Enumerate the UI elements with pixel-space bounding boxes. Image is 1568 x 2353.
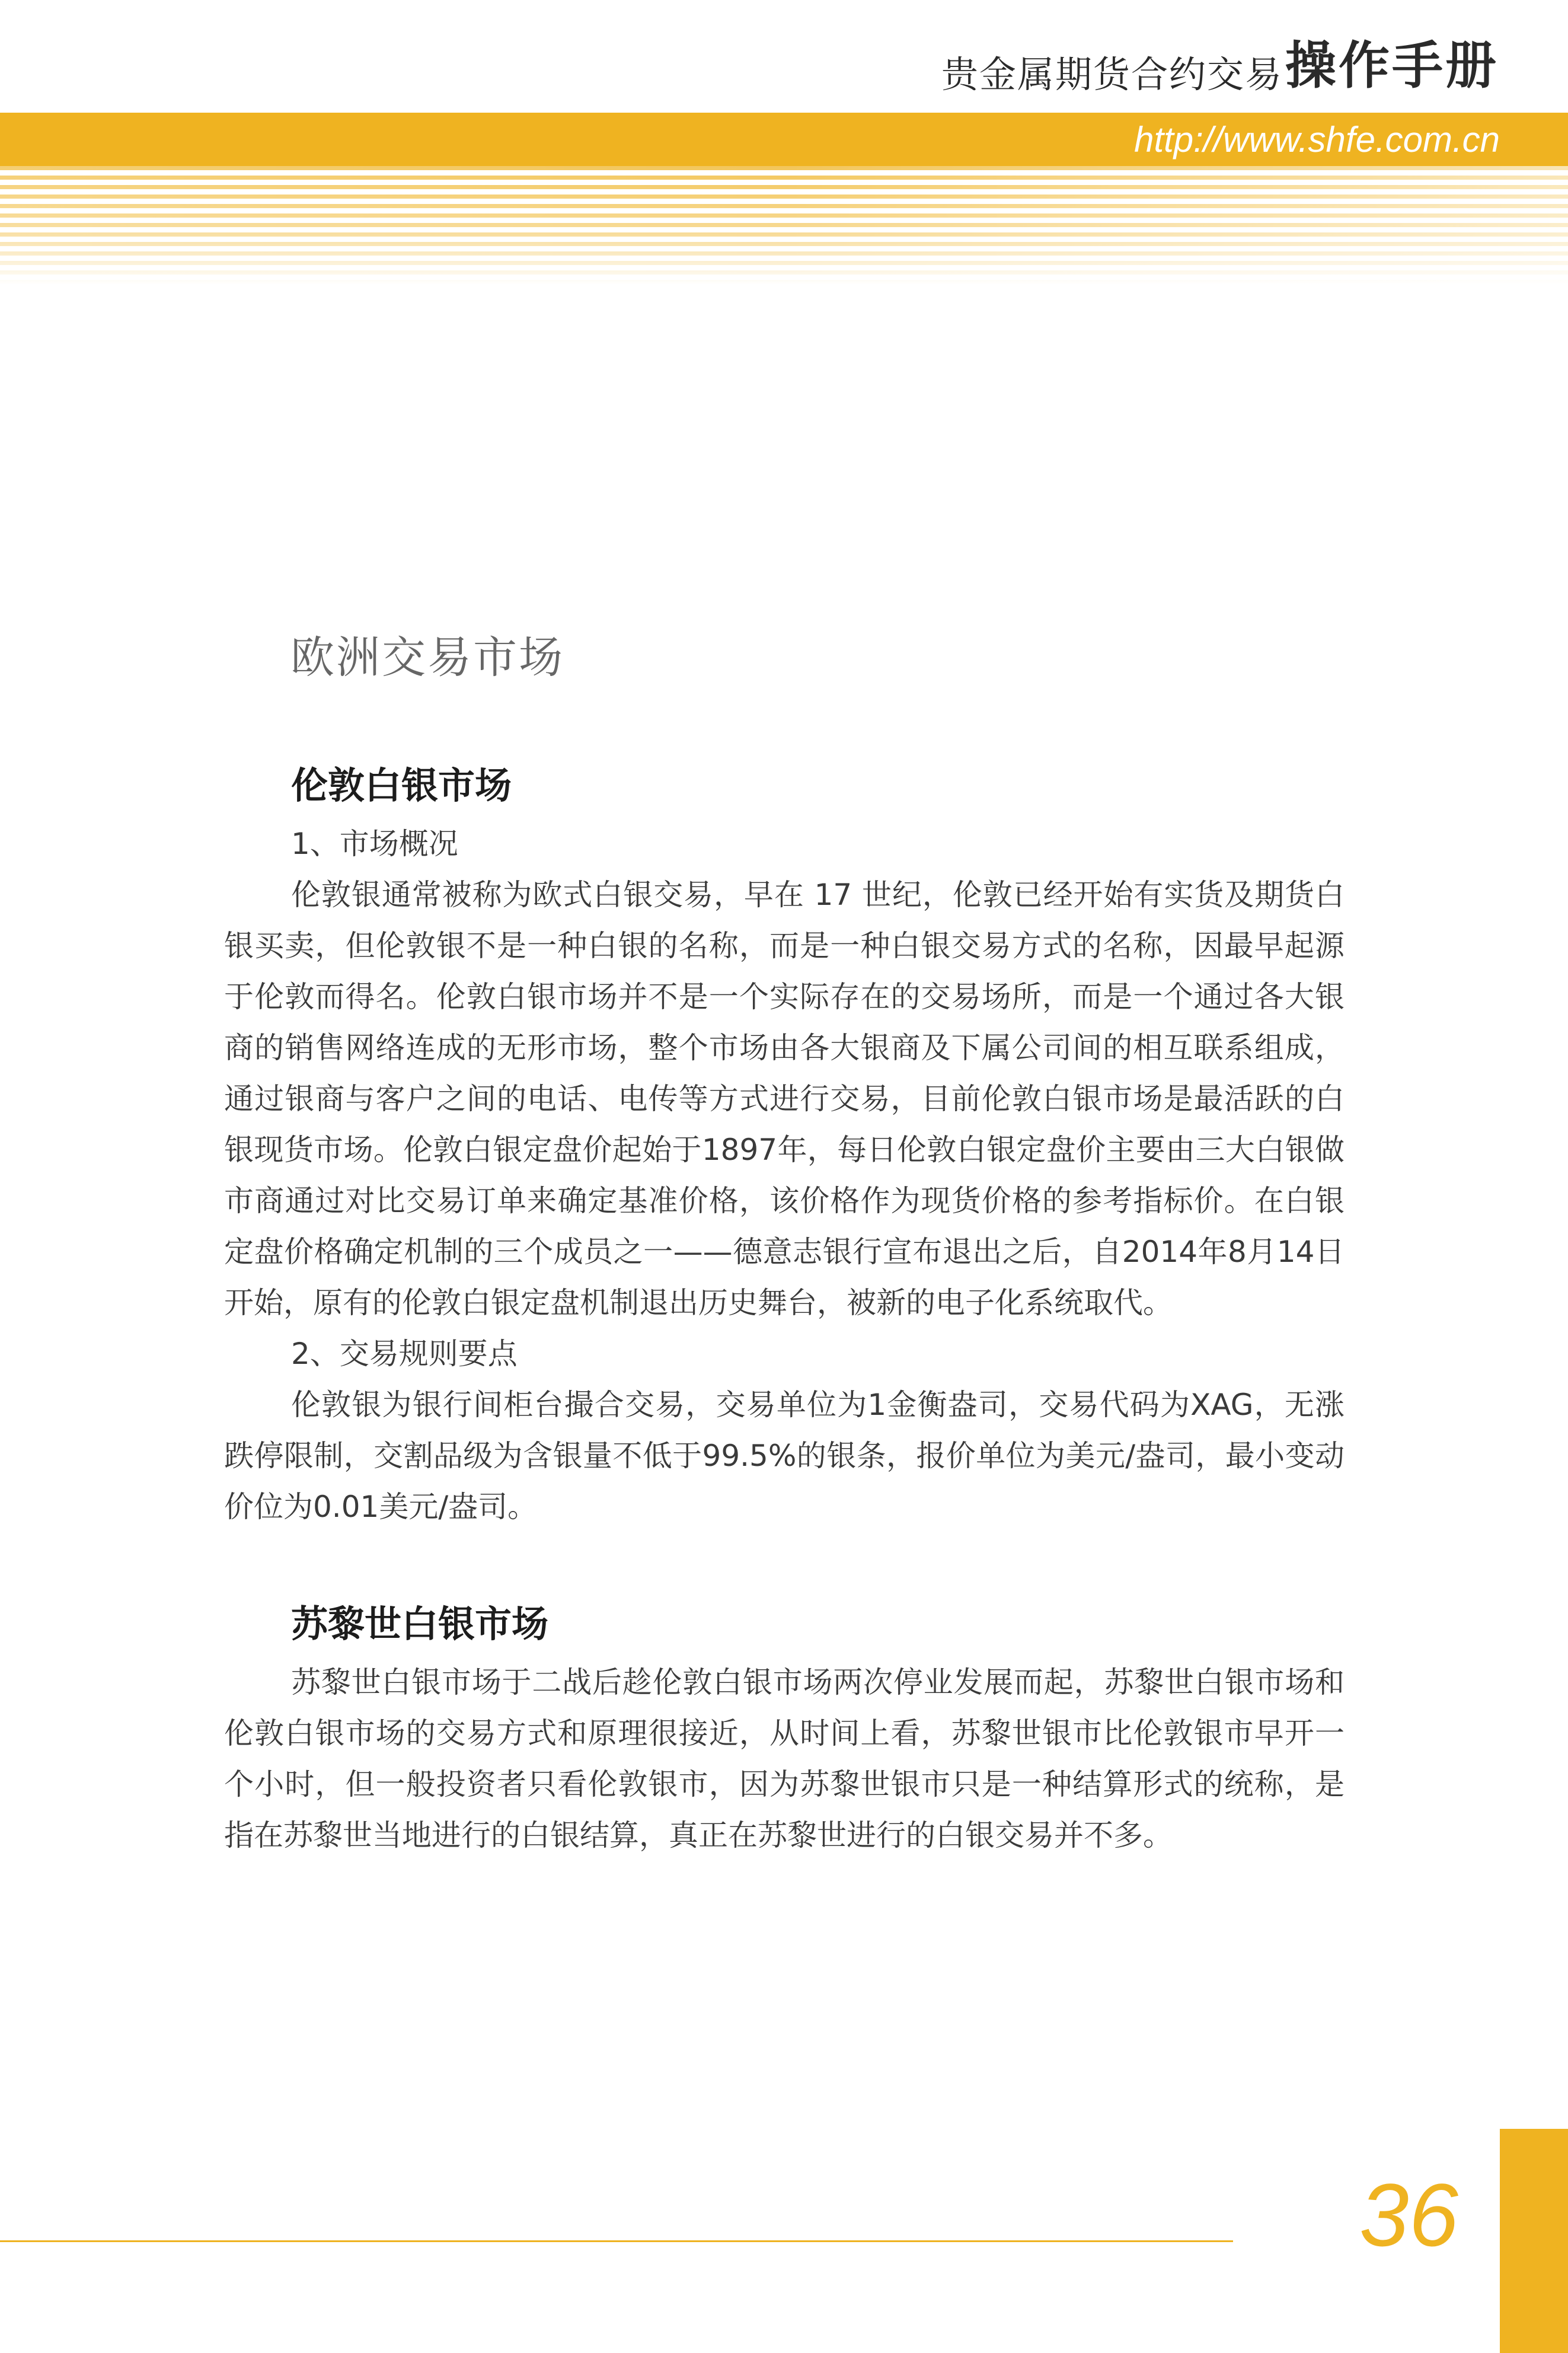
paragraph-london-rules-heading: 2、交易规则要点: [291, 1337, 518, 1371]
page-number: 36: [1359, 2165, 1458, 2265]
header-url: http://www.shfe.com.cn: [1134, 120, 1500, 160]
footer-accent-block: [1500, 2129, 1568, 2353]
paragraph-london-overview: 伦敦银通常被称为欧式白银交易，早在 17 世纪，伦敦已经开始有实货及期货白银买卖，但伦敦银不是一种白银的名称，而是一种白银交易方式的名称，因最早起源于伦敦而得名。伦敦白银市场并不是一个实际存在的交易场所，而是一个通过各大银商的销售网络连成的无形市场，整个市场由各大银商及下属公司间的相互联系组成，通过银商与客户之间的电话、电传等方式进行交易，目前伦敦白银市场是最活跃的白银现货市场。伦敦白银定盘价起始于1897年，每日伦敦白银定盘价主要由三大白银做市商通过对比交易订单来确定基准价格，该价格作为现货价格的参考指标价。在白银定盘价格确定机制的三个成员之一——德意志银行宣布退出之后，自2014年8月14日开始，原有的伦敦白银定盘机制退出历史舞台，被新的电子化系统取代。: [224, 878, 1345, 1320]
section-title-zurich: 苏黎世白银市场: [291, 1602, 549, 1646]
paragraph-london-overview-heading: 1、市场概况: [291, 827, 458, 861]
page-heading: 欧洲交易市场: [290, 632, 564, 683]
section-spacer: [224, 1532, 1345, 1592]
section-title-london: 伦敦白银市场: [291, 764, 512, 807]
main-content: [224, 753, 1345, 1861]
header-title: [941, 33, 1499, 98]
paragraph-zurich: 苏黎世白银市场于二战后趁伦敦白银市场两次停业发展而起，苏黎世白银市场和伦敦白银市场的交易方式和原理很接近，从时间上看，苏黎世银市比伦敦银市早开一个小时，但一般投资者只看伦敦银市，因为苏黎世银市只是一种结算形式的统称，是指在苏黎世当地进行的白银结算，真正在苏黎世进行的白银交易并不多。: [224, 1665, 1345, 1853]
footer-rule: [0, 2240, 1233, 2242]
header-title-bold: 操作手册: [1285, 36, 1499, 95]
header-title-light: 贵金属期货合约交易: [941, 53, 1283, 96]
decorative-stripes-fade: [0, 166, 1568, 285]
paragraph-london-rules: 伦敦银为银行间柜台撮合交易，交易单位为1金衡盎司，交易代码为XAG，无涨跌停限制，交割品级为含银量不低于99.5%的银条，报价单位为美元/盎司，最小变动价位为0.01美元/盎司。: [224, 1388, 1345, 1524]
